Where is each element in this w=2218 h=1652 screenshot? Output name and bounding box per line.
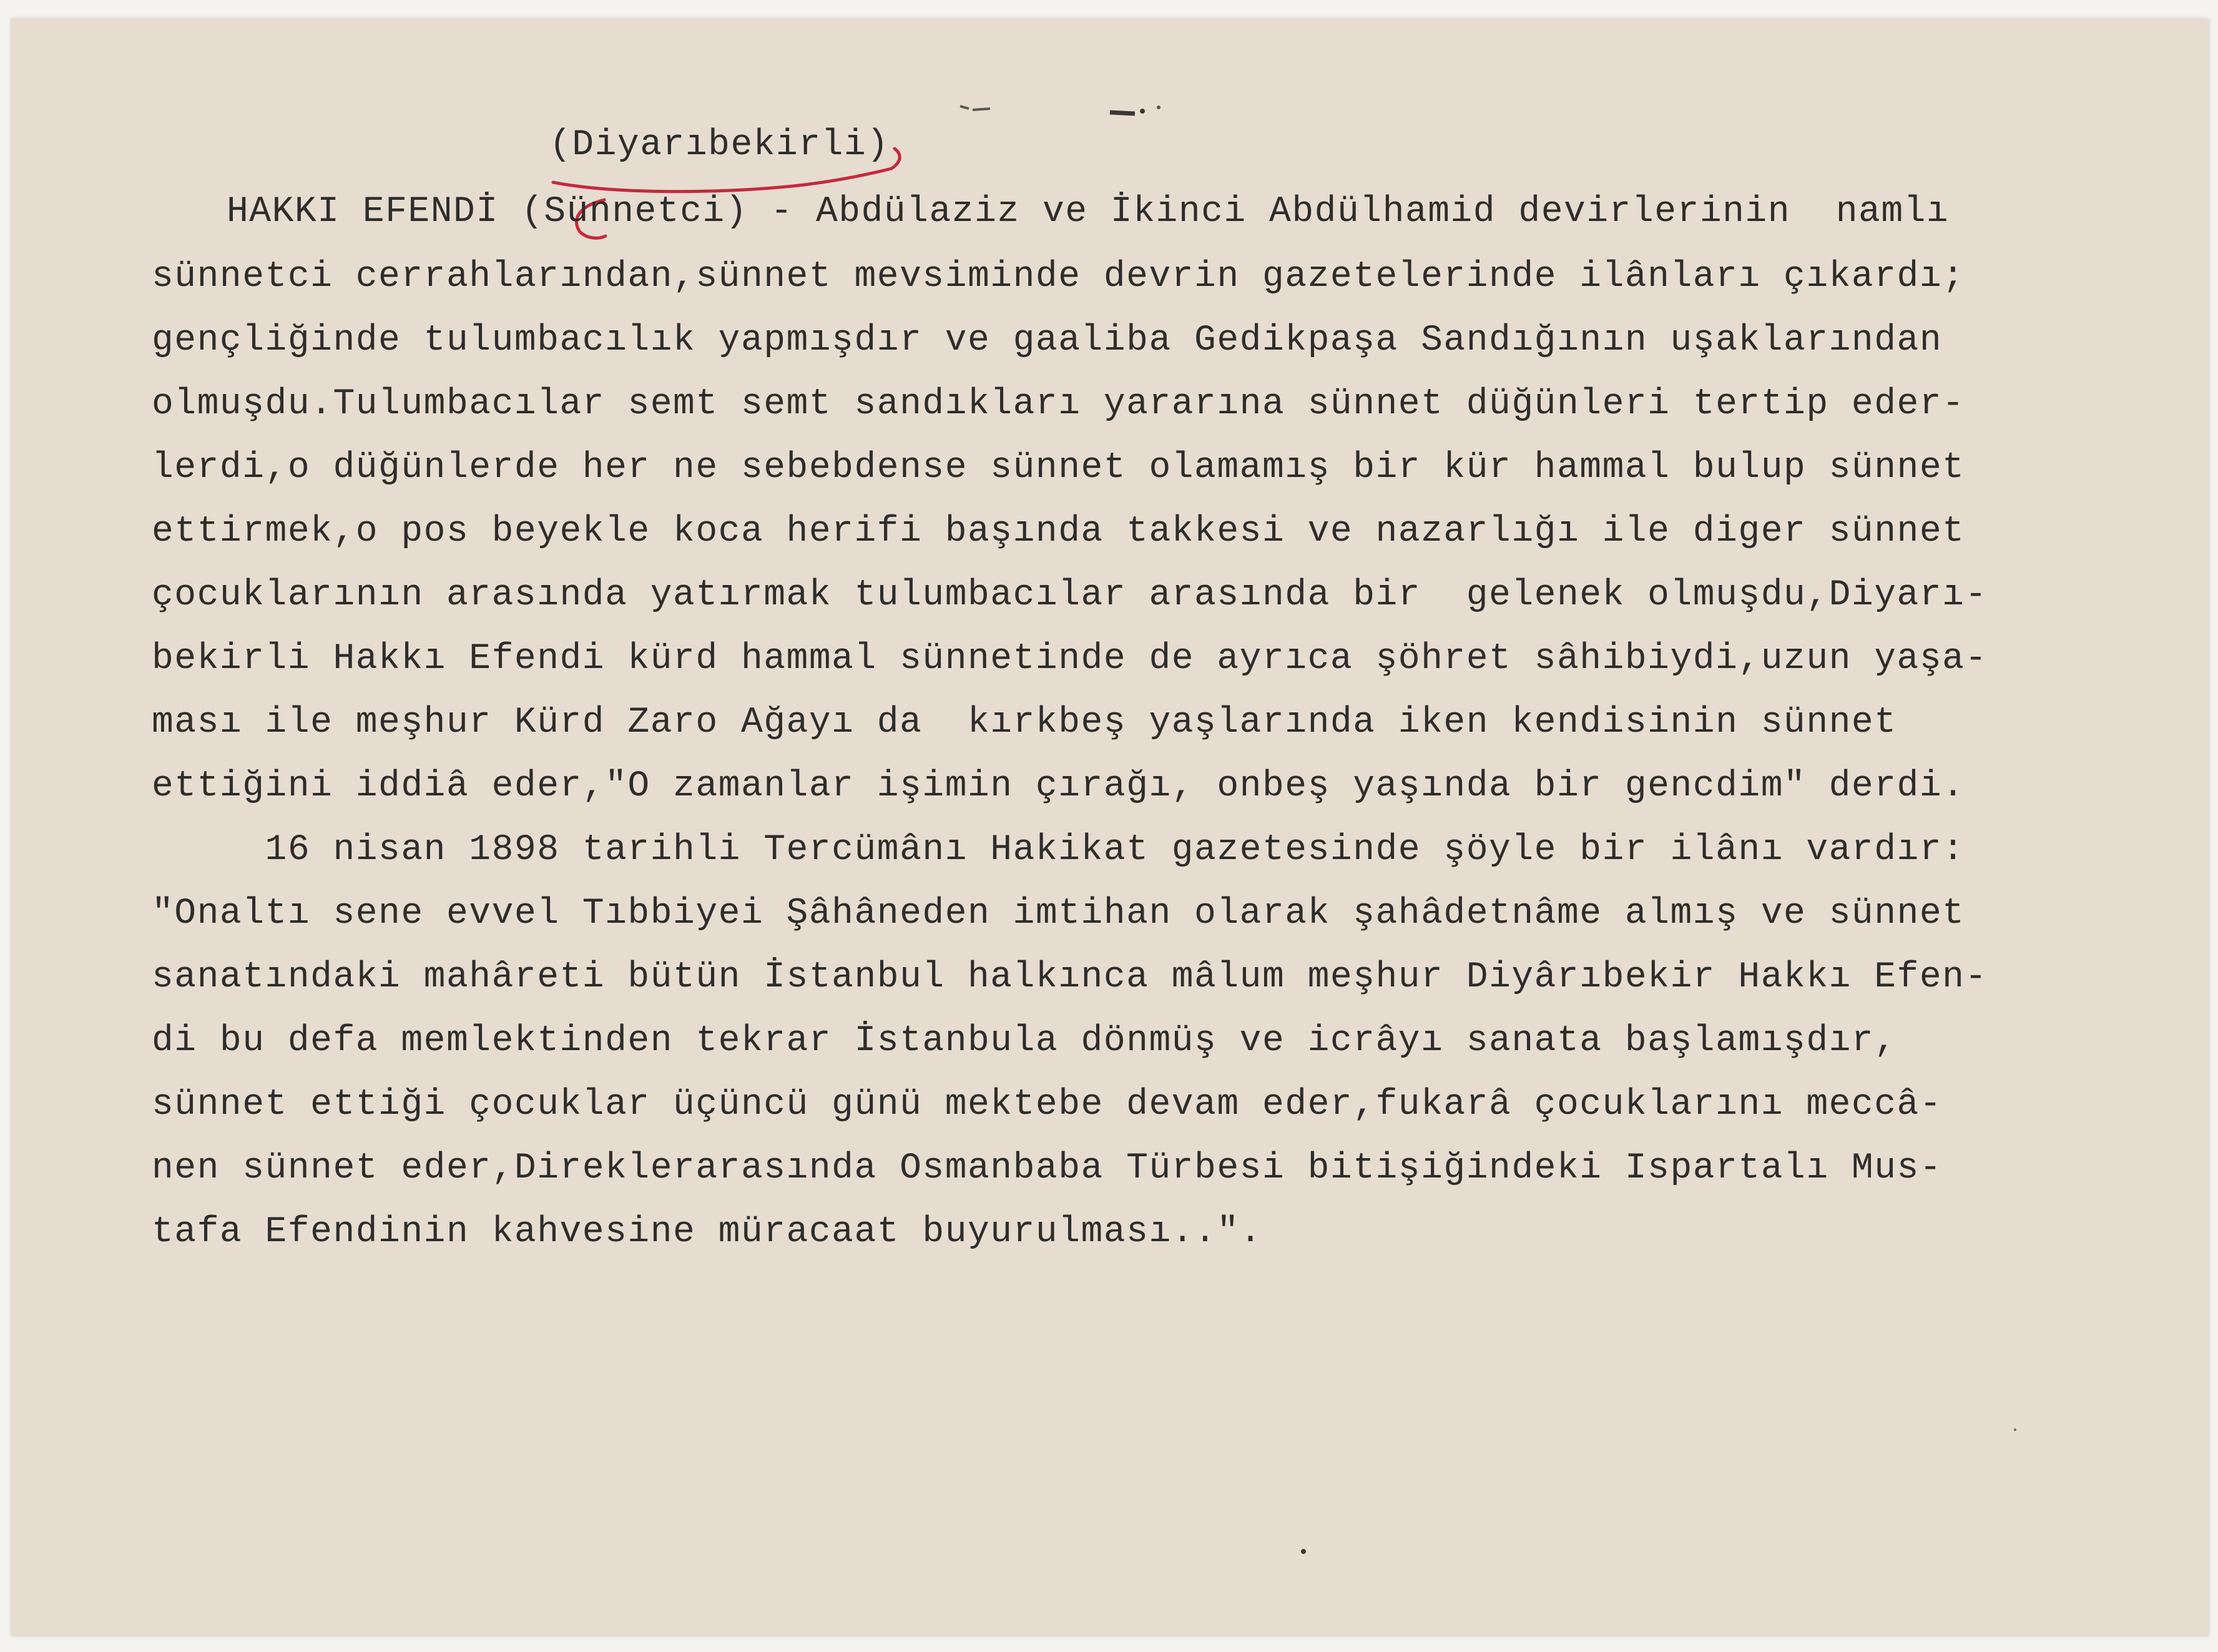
text-line: çocuklarının arasında yatırmak tulumbacılar arasında bir gelenek olmuşdu,Diyarı- [152, 575, 1988, 616]
typewritten-card [11, 19, 2209, 1636]
text-line: HAKKI EFENDİ (Sünnetci) - Abdülaziz ve İkinci Abdülhamid devirlerinin namlı [227, 192, 1950, 232]
text-line: di bu defa memlektinden tekrar İstanbula dönmüş ve icrâyı sanata başlamışdır, [152, 1021, 1897, 1061]
text-line: "Onaltı sene evvel Tıbbiyei Şâhâneden imtihan olarak şahâdetnâme almış ve sünnet [152, 893, 1965, 934]
text-line: ettirmek,o pos beyekle koca herifi başında takkesi ve nazarlığı ile diger sünnet [152, 511, 1965, 552]
insert-diyaribekirli: (Diyarıbekirli) [549, 125, 890, 165]
text-line: nen sünnet eder,Direklerarasında Osmanbaba Türbesi bitişiğindeki Ispartalı Mus- [152, 1148, 1943, 1189]
text-line: bekirli Hakkı Efendi kürd hammal sünnetinde de ayrıca şöhret sâhibiydi,uzun yaşa- [152, 639, 1988, 679]
text-line: lerdi,o düğünlerde her ne sebebdense sünnet olamamış bir kür hammal bulup sünnet [152, 448, 1965, 488]
text-line: tafa Efendinin kahvesine müracaat buyurulması..". [152, 1212, 1262, 1252]
text-line: 16 nisan 1898 tarihli Tercümânı Hakikat gazetesinde şöyle bir ilânı vardır: [152, 830, 1965, 870]
text-line: sanatındaki mahâreti bütün İstanbul halkınca mâlum meşhur Diyârıbekir Hakkı Efen- [152, 957, 1988, 998]
text-line: gençliğinde tulumbacılık yapmışdır ve gaaliba Gedikpaşa Sandığının uşaklarından [152, 320, 1943, 361]
text-line: ması ile meşhur Kürd Zaro Ağayı da kırkbeş yaşlarında iken kendisinin sünnet [152, 702, 1897, 743]
paper-specks [11, 19, 2209, 1636]
text-line: sünnet ettiği çocuklar üçüncü günü mektebe devam eder,fukarâ çocuklarını meccâ- [152, 1084, 1943, 1125]
text-line: ettiğini iddiâ eder,"O zamanlar işimin çırağı, onbeş yaşında bir gencdim" derdi. [152, 766, 1965, 807]
text-line: sünnetci cerrahlarından,sünnet mevsiminde devrin gazetelerinde ilânları çıkardı; [152, 257, 1965, 297]
text-line: olmuşdu.Tulumbacılar semt semt sandıkları yararına sünnet düğünleri tertip eder- [152, 384, 1965, 425]
